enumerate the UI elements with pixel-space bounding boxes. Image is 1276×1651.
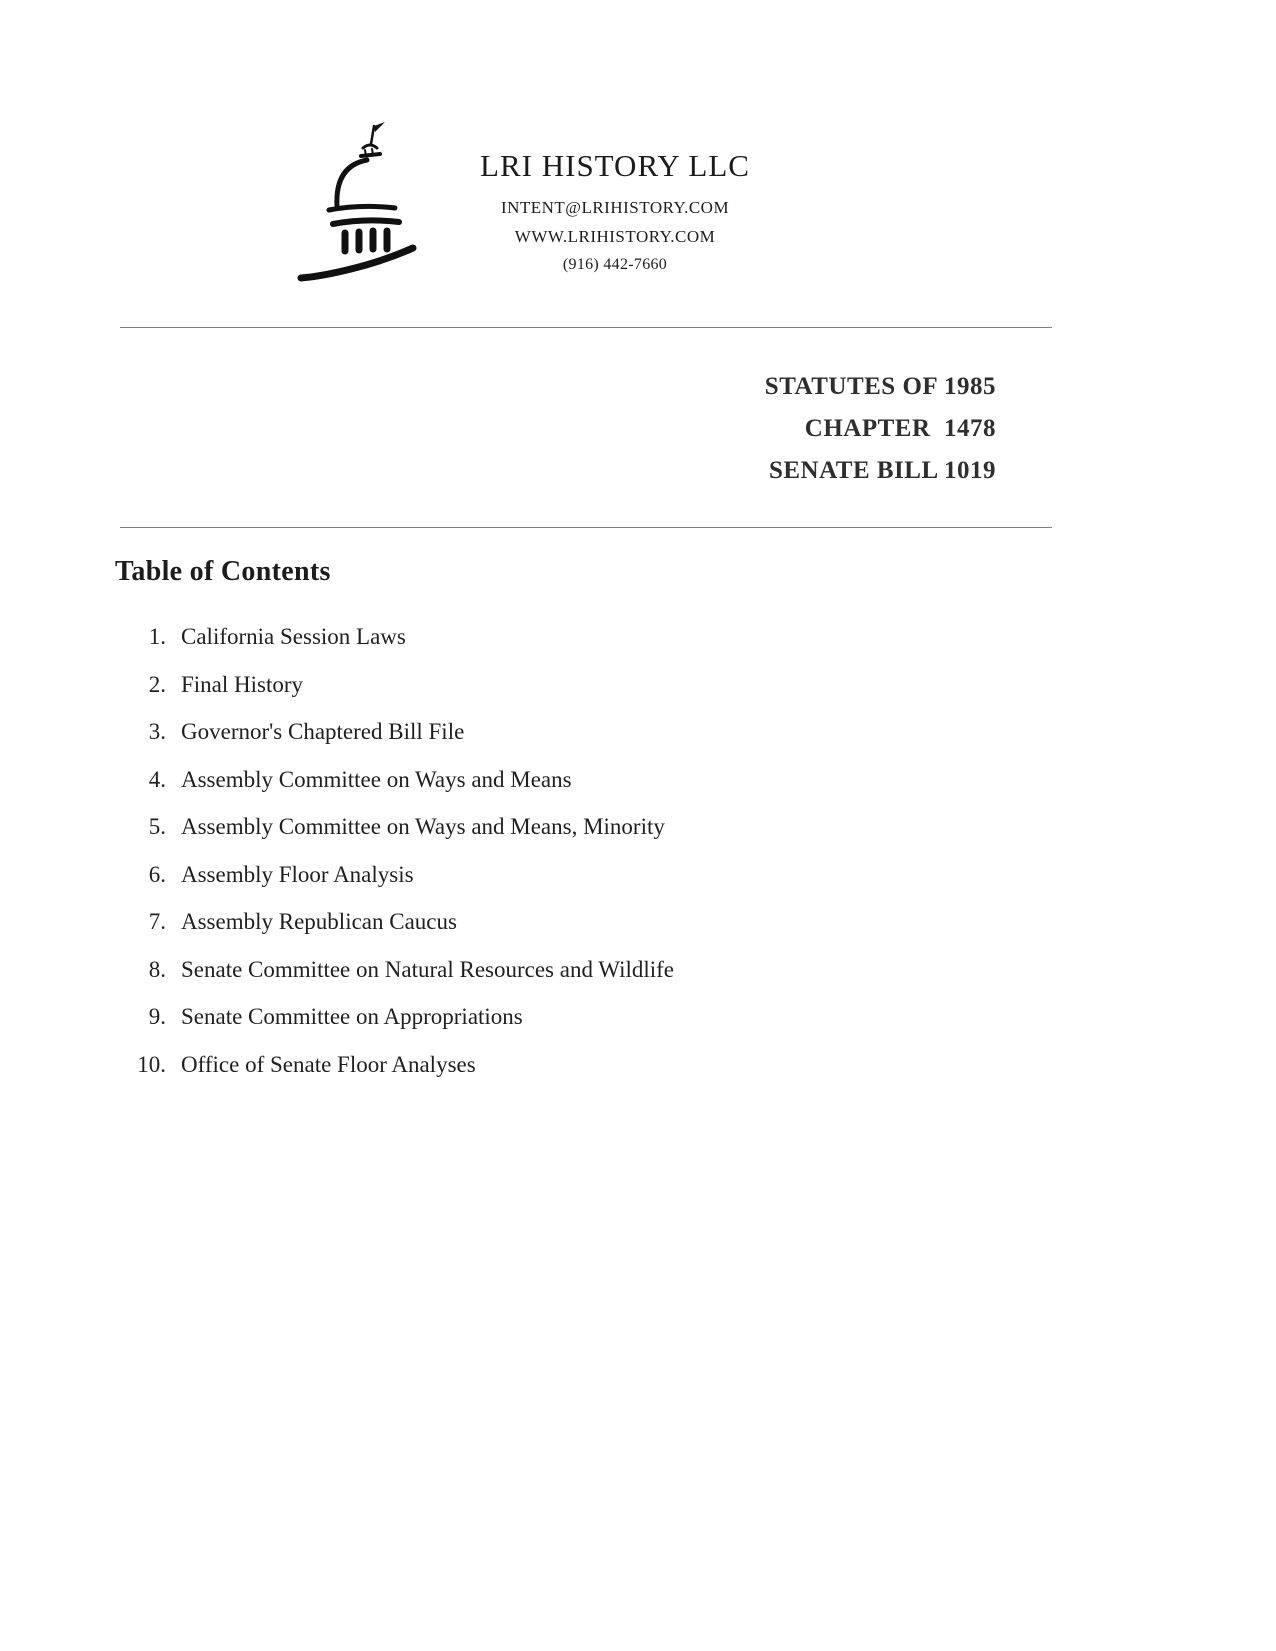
company-phone: (916) 442-7660 xyxy=(562,256,668,273)
company-logo xyxy=(295,120,445,290)
company-email: INTENT@LRIHISTORY.COM xyxy=(500,198,730,217)
horizontal-rule-top xyxy=(120,327,1052,328)
toc-item xyxy=(0,860,1100,890)
toc-item-number: 9. xyxy=(148,1004,166,1029)
document-id-block xyxy=(496,366,996,492)
toc-item-number: 10. xyxy=(137,1051,166,1077)
toc-item-number: 4. xyxy=(148,766,166,792)
toc-item-number: 6. xyxy=(148,861,166,887)
toc-item-number: 5. xyxy=(148,814,166,839)
toc-item xyxy=(0,1050,1100,1080)
toc-item-title: Governor's Chaptered Bill File xyxy=(181,719,465,744)
capitol-building-icon xyxy=(295,120,445,290)
toc-item xyxy=(0,717,1100,747)
toc-item-title: Final History xyxy=(181,671,304,697)
letterhead xyxy=(455,148,775,283)
horizontal-rule-bottom xyxy=(120,527,1052,528)
toc-heading: Table of Contents xyxy=(115,556,331,587)
toc-item xyxy=(0,622,1100,652)
toc-item-number: 8. xyxy=(148,956,166,982)
toc-item-title: Senate Committee on Natural Resources and Wildlife xyxy=(181,956,675,982)
toc-item-title: Assembly Committee on Ways and Means xyxy=(181,766,572,792)
toc-item xyxy=(0,955,1100,985)
toc-list xyxy=(0,622,1100,1080)
toc-item xyxy=(0,765,1100,795)
toc-item-number: 2. xyxy=(148,671,166,697)
company-name: LRI HISTORY LLC xyxy=(480,148,750,183)
toc-item-number: 1. xyxy=(148,624,166,649)
toc-item-title: Assembly Republican Caucus xyxy=(181,909,457,934)
toc-item xyxy=(0,1002,1100,1032)
toc-item-title: California Session Laws xyxy=(181,624,406,649)
chapter-line: CHAPTER 1478 xyxy=(804,415,996,442)
company-website: WWW.LRIHISTORY.COM xyxy=(514,227,716,246)
toc-item-title: Assembly Floor Analysis xyxy=(181,861,414,887)
toc-item-title: Senate Committee on Appropriations xyxy=(181,1004,523,1029)
toc-item xyxy=(0,670,1100,700)
toc-item-title: Assembly Committee on Ways and Means, Minority xyxy=(181,814,665,839)
toc-item-number: 3. xyxy=(148,719,166,744)
toc-item-number: 7. xyxy=(148,909,166,934)
toc-item xyxy=(0,907,1100,937)
senate-bill-line: SENATE BILL 1019 xyxy=(768,457,996,484)
toc-item xyxy=(0,812,1100,842)
toc-item-title: Office of Senate Floor Analyses xyxy=(181,1051,476,1077)
statutes-line: STATUTES OF 1985 xyxy=(764,373,996,400)
